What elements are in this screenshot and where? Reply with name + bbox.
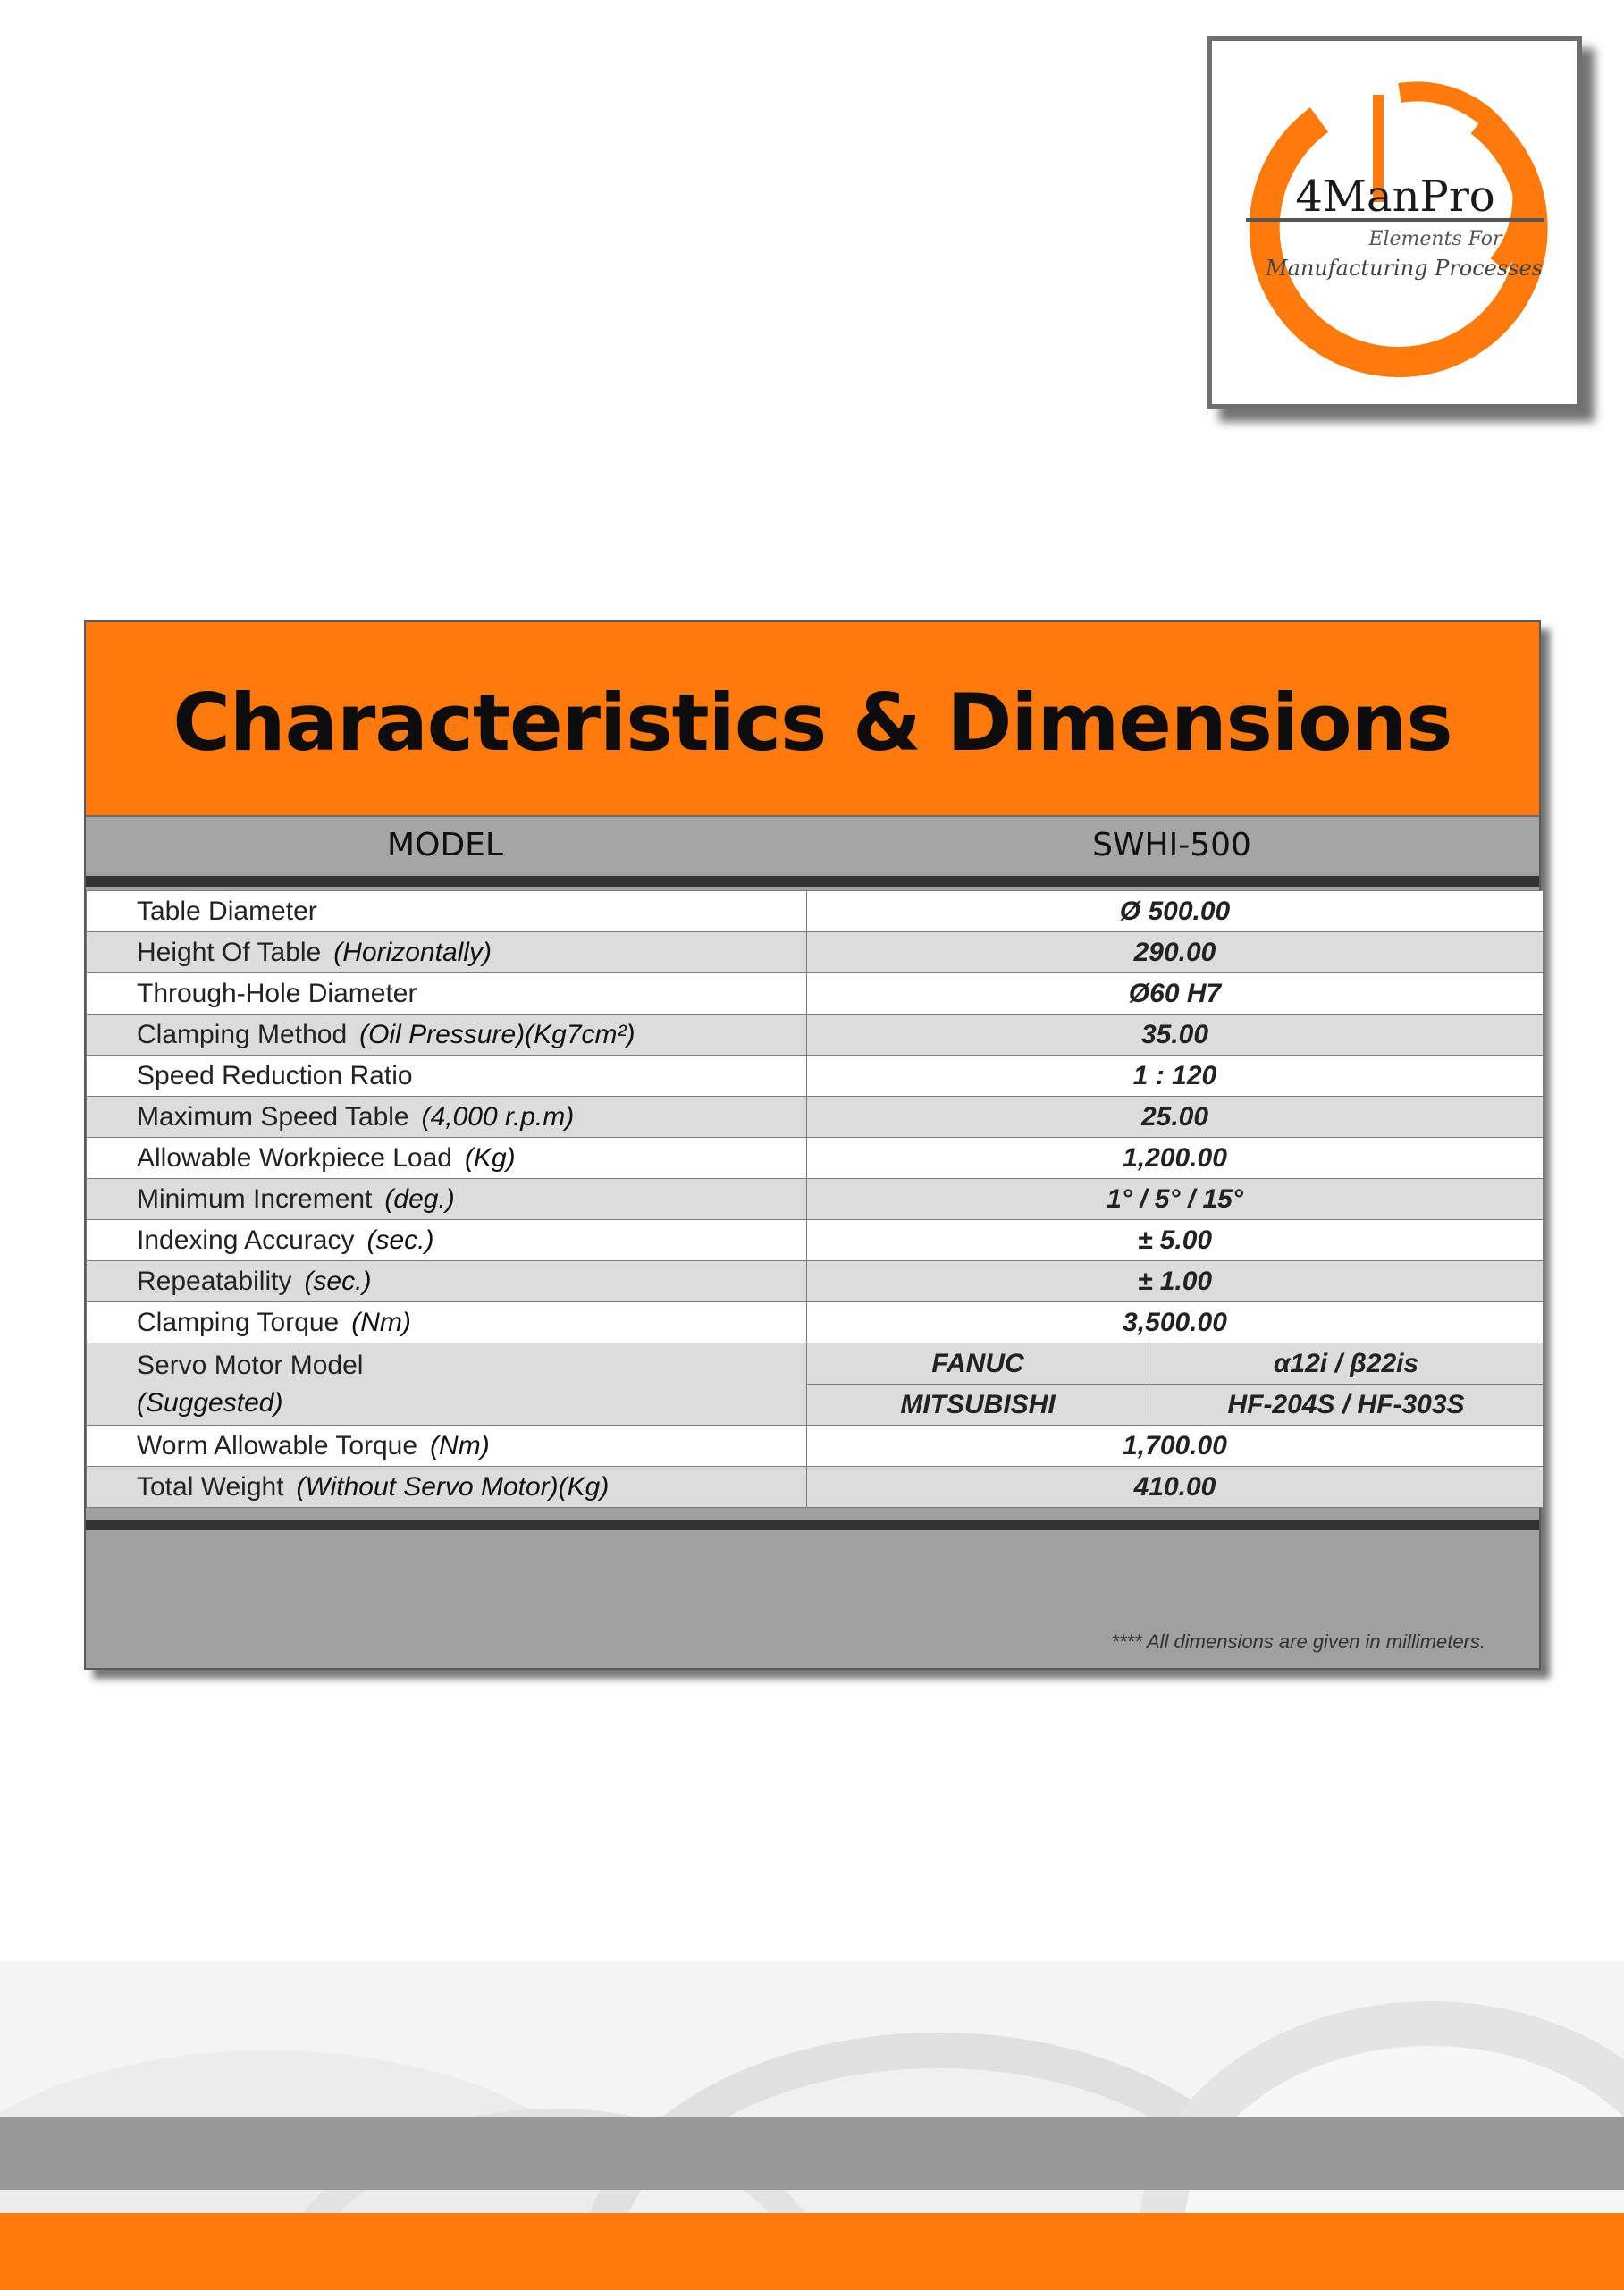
table-row xyxy=(87,1015,1544,1056)
table-row xyxy=(87,1467,1544,1508)
row-value: 3,500.00 xyxy=(807,1302,1544,1343)
row-label: Minimum Increment (deg.) xyxy=(87,1179,807,1220)
row-label: Indexing Accuracy (sec.) xyxy=(87,1220,807,1261)
row-value: 1,700.00 xyxy=(807,1426,1544,1467)
row-value: Ø 500.00 xyxy=(807,891,1544,932)
servo-row xyxy=(87,1343,1544,1385)
row-value: 290.00 xyxy=(807,932,1544,973)
table-row xyxy=(87,1097,1544,1138)
row-value: 1 : 120 xyxy=(807,1056,1544,1097)
row-value: Ø60 H7 xyxy=(807,973,1544,1015)
row-label: Height Of Table (Horizontally) xyxy=(87,932,807,973)
row-value: ± 1.00 xyxy=(807,1261,1544,1302)
table-row xyxy=(87,1302,1544,1343)
servo-brand-fanuc: FANUC xyxy=(807,1343,1149,1385)
row-value: 35.00 xyxy=(807,1015,1544,1056)
footnote: **** All dimensions are given in millimeters. xyxy=(1111,1630,1485,1653)
table-row xyxy=(87,1179,1544,1220)
row-value: 1,200.00 xyxy=(807,1138,1544,1179)
table-row xyxy=(87,1056,1544,1097)
table-row xyxy=(87,1426,1544,1467)
table-row xyxy=(87,973,1544,1015)
divider-bar xyxy=(86,876,1539,887)
row-value: ± 5.00 xyxy=(807,1220,1544,1261)
row-label: Total Weight (Without Servo Motor)(Kg) xyxy=(87,1467,807,1508)
row-value: 25.00 xyxy=(807,1097,1544,1138)
row-label: Allowable Workpiece Load (Kg) xyxy=(87,1138,807,1179)
card-title: Characteristics & Dimensions xyxy=(172,676,1452,769)
servo-value-mitsubishi: HF-204S / HF-303S xyxy=(1149,1385,1544,1426)
servo-value-fanuc: α12i / β22is xyxy=(1149,1343,1544,1385)
row-value: 1° / 5° / 15° xyxy=(807,1179,1544,1220)
table-row xyxy=(87,891,1544,932)
row-label: Clamping Torque (Nm) xyxy=(87,1302,807,1343)
servo-brand-mitsubishi: MITSUBISHI xyxy=(807,1385,1149,1426)
svg-text:Elements For: Elements For xyxy=(1368,228,1502,250)
table-row xyxy=(87,1138,1544,1179)
row-label: Speed Reduction Ratio xyxy=(87,1056,807,1097)
table-row xyxy=(87,1261,1544,1302)
logo xyxy=(1207,36,1582,409)
table-row xyxy=(87,1220,1544,1261)
model-row xyxy=(86,817,1539,872)
svg-text:Manufacturing Processes: Manufacturing Processes xyxy=(1266,256,1543,281)
model-label: MODEL xyxy=(387,826,503,863)
divider-bar xyxy=(86,1520,1539,1530)
row-value: 410.00 xyxy=(807,1467,1544,1508)
row-label: Worm Allowable Torque (Nm) xyxy=(87,1426,807,1467)
servo-label: Servo Motor Model (Suggested) xyxy=(87,1343,807,1426)
table-row xyxy=(87,932,1544,973)
row-label: Maximum Speed Table (4,000 r.p.m) xyxy=(87,1097,807,1138)
model-value: SWHI-500 xyxy=(1092,826,1251,863)
row-label: Repeatability (sec.) xyxy=(87,1261,807,1302)
row-label: Through-Hole Diameter xyxy=(87,973,807,1015)
card-header xyxy=(86,622,1539,817)
footer-decoration xyxy=(0,1961,1624,2290)
row-label: Clamping Method (Oil Pressure)(Kg7cm²) xyxy=(87,1015,807,1056)
row-label: Table Diameter xyxy=(87,891,807,932)
logo-graphic xyxy=(1212,41,1577,404)
svg-text:4ManPro: 4ManPro xyxy=(1295,172,1495,222)
spec-table xyxy=(86,890,1544,1508)
spec-card xyxy=(84,620,1541,1670)
